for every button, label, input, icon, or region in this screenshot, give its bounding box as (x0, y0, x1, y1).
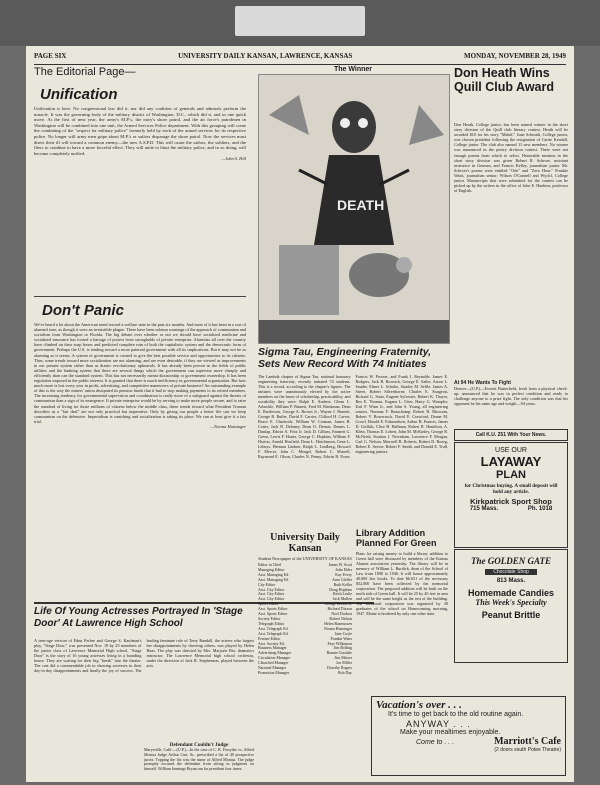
library-body: Plans for raising money to build a library addition to Green hall were discussed by members of the Kansas Alumni association yesterday. The library will be in memory of William L. Burdick, dean of the School of Law from 1898 to 1946. It will house approximately 40,000 law books. To date $6,651 of the necessary $32,000 have been collected by the memorial corporation. The proposed addition will be built on the north side of Green hall. It will be 25 by 40 feet in area and will be the same height as the rest of the building. The memorial corporation was organized by 30 graduates of the school on Homecoming morning, 1947. Maine is bordered by only one other state. (356, 551, 448, 616)
marriott-line5: Come to . . . (416, 739, 455, 746)
stage-door-body: A teen-age version of Edna Ferber and George S. Kaufman's play, "Stage Door," was presented Nov. 19 by 25 members of the junior class of Lawrence Memorial High school. "Stage Door" is the story of 16 young actresses living in a boarding house. They are waiting for their big "break" into the theater. The cast did a commendable job in showing actresses in their day-to-day disappointments and finally the joy of success. The leading feminine role of Terry Randall, the actress who forgets her disappointments by cheering others, was played by Helen Haas. The play was directed by Mrs. Marjorie Bix, dramatics instructor. The Lawrence Memorial high school orchestra, under the direction of Jack R. Stephenson, played between the acts. (34, 638, 254, 673)
staff-role: Asst. Telegraph Ed. (258, 626, 289, 631)
staff-person: Joe Miller (336, 661, 352, 666)
call-ad: Call K.U. 251 With Your News. (454, 429, 568, 441)
staff-role: Asst. Telegraph Ed. (258, 631, 289, 636)
unification-title: Unification (40, 86, 118, 103)
defendant-article (144, 742, 254, 780)
layaway-store: Kirkpatrick Sport Shop (470, 497, 552, 507)
staff-role: National Manager (258, 666, 287, 671)
cartoon-title: The Winner (333, 66, 373, 73)
paper-name: UNIVERSITY DAILY KANSAN, LAWRENCE, KANSAS (178, 52, 353, 60)
marriott-line4: Make your mealtimes enjoyable. (400, 729, 501, 736)
staff-role: Asst. Managing Ed. (258, 577, 289, 582)
golden-gate-ad (454, 549, 568, 663)
fight-article (454, 380, 568, 426)
staff-person: Ruth Keller (333, 582, 352, 587)
layaway-ad (454, 442, 568, 548)
masthead-name: University Daily Kansan (270, 532, 340, 554)
dont-panic-title: Don't Panic (42, 302, 124, 319)
marriott-line2: It's time to get back to the old routine again. (388, 711, 524, 718)
dont-panic-body: We've heard a lot about the American trend toward a welfare state in the past six months. And most of it has been in a sort of alarmed tone, as though it were an irresistible plague. There have been solemn warnings of the approach of communism and socialism from Washington to Florida. The big debate over whether or not we should have socialized medicine and socialized insurance has loosed a barrage of protest from strongholds of private enterprise. Alarmists all over the country have climbed on their soap boxes and predicted complete ruin of both the capitalistic system and the democratic form of government. Perhaps the U.S. is tending toward a more paternal government with all its implications. But it may not be as alarming as it seems. A system of government is created to give the best possible service and opportunities to its citizens. Thus, some trends toward more socialization are not alarming, and are even desirable, if they are viewed as improvements in our present system rather than as drastic revolutionary upheavals. It has already been proven in the fields of public utilities and the banking system that there are several things which the government can supervise more cheaply and efficiently than can the standard system. This has not necessarily meant dictatorship or government ownership. It has been regulation imposed in the public interest. It is granted that there is much inefficiency in governmental organization. But how much more is lost every year in profit, advertising, and competitive maneuvers of private business? An outstanding example of this is the way the miners' union dissipated its pension funds that it had to stop making payments to its retired members. The increasing tendency for governmental supervision and coordination is really more of a safeguard against the threats of communism than a sign of its emergence. If private enterprise would be by serving to make more people secure, and to raise the standard of living for those millions of citizens below the middle class, these trends toward what President Truman describes as a "fair deal" are not only practical but imperative. Only by giving our people a better life can we keep communism on the defensive. Imperialism is vanishing and socialization is taking its place. We can at least give it a fair trial. (34, 322, 246, 424)
staff-person: Dorothy Rogers (327, 666, 352, 671)
unification-body: Unification is here. No congressional law did it, nor did any coalition of generals and admirals perform the miracle. It was the governing body of the military district of Washington, D.C., which did it, and in one quick move. At the first of next year, the army's M.P.'s, the navy's shore patrol, and the air force's patrolmen in Washington will be combined into one unit, the Armed Services Police department. With this grouping will come the combining of the "respect for military police" formerly held by each of the armed services for its respective police. No longer will army men gripe about M.P.'s or sailors disparage the shore patrol. Now the services must direct their ill will toward a common enemy—the new A.S.P.D. This will cause the sailors, the soldiers, and the fliers to combine to have a more forceful effect. They will unite to blast the military police, and in so doing, will become completely unified. (34, 106, 246, 156)
layaway-phone: Ph. 1018 (527, 506, 553, 513)
marriott-line3: ANYWAY . . . (406, 719, 471, 729)
layaway-line2: LAYAWAY (480, 454, 542, 469)
staff-role: Business Manager (258, 646, 287, 651)
divider (34, 296, 246, 297)
staff-role: Asst. Society Ed. (258, 641, 285, 646)
staff-role: Feature Editor (258, 636, 281, 641)
cartoon-label: DEATH (337, 197, 385, 213)
stage-door-title: Life Of Young Actresses Portrayed In 'Stage Door' At Lawrence High School (34, 606, 243, 629)
staff-role: Classified Manager (258, 661, 289, 666)
staff-role: Advertising Manager (258, 651, 292, 656)
staff-role: Telegraph Editor (258, 621, 285, 626)
staff-list (258, 563, 352, 676)
staff-person: Bob Day (338, 670, 352, 675)
cartoon-drawing (259, 75, 449, 343)
staff-person: Jane Coyle (334, 631, 352, 636)
library-article (356, 528, 448, 696)
staff-role: Sports Editor (258, 602, 279, 607)
editorial-page-title: The Editorial Page— (34, 66, 136, 78)
staff-role: Editor in Chief (258, 563, 282, 567)
library-title: Library Addition Planned For Green (356, 528, 437, 548)
golden-gate-chocolate: Chocolate Shop (485, 569, 537, 575)
staff-role: Asst. Sports Editor (258, 607, 288, 612)
golden-gate-specialty: Peanut Brittle (481, 610, 541, 620)
newspaper-page (26, 46, 574, 782)
golden-gate-homemade: Homemade Candies (467, 588, 555, 598)
masthead-desc: Student Newspaper of the UNIVERSITY OF KANSAS (258, 556, 352, 561)
marriott-ad (371, 696, 566, 776)
unification-byline: —John S. Hill (221, 156, 246, 162)
marriott-name: Marriott's Cafe (494, 736, 561, 747)
staff-role: Asst. City Editor (258, 597, 285, 602)
don-heath-headline (454, 66, 568, 122)
layaway-address: 715 Mass. (469, 506, 499, 513)
staff-person: Jack Mullen (332, 597, 352, 602)
staff-role: Asst. Managing Ed. (258, 572, 289, 577)
defendant-body: Marysville, Calif.—(U.P.)—In the case of C. B. Forsythe vs. Alfred Montsa Judge Arthur Cutt, Sr., prescribed a list of 40 prospective jurors. Topping the list was the name of Alfred Montsa. The judge promptly excused the defendant from sitting in judgment on himself. William Jennings Bryan ran for president four times. (144, 747, 254, 772)
staff-person: Frankie Watts (330, 636, 352, 641)
staff-role: City Editor (258, 582, 276, 587)
staff-role: Asst. City Editor (258, 592, 285, 597)
marriott-line1: Vacation's over . . . (376, 699, 462, 711)
staff-person: Bonnie Goodale (326, 651, 352, 656)
dont-panic-byline: —Norma Hunsinger (210, 423, 246, 429)
staff-person: Doug Hopkins (329, 587, 352, 592)
sigma-tau-title: Sigma Tau, Engineering Fraternity, Sets New Record With 74 Initiates (258, 346, 432, 370)
layaway-line4: for Christmas buying. A small deposit will hold any article. (464, 483, 558, 496)
don-heath-title: Don Heath Wins Quill Club Award (454, 66, 555, 94)
staff-person: Helen Rasmussen (324, 621, 352, 626)
staff-person: Arno Gfeller (332, 577, 352, 582)
unification-article (34, 80, 246, 294)
staff-person: Richard Dixson (327, 607, 352, 612)
staff-row (258, 671, 352, 676)
sigma-tau-body: The Lambda chapter of Sigma Tau, national honorary engineering fraternity, recently initiated 74 students. This is a record, according to the chapter's figures. The initiates were unanimously elected by the active members on the bases of scholarship, practicability, and sociability they were: Ralph E. Andrew, Glenn L. Arbuckle, William P. Barnett, Fred M. Brinkman, Dean E. Broderson, George A. Brown Jr., Wayne J. Burnett, George R. Butler, David F. Carrier, Clifford H. Carver, Bruce E. Chadwick, William W. Corman, James B. Cotter, Jack R. Delaney, Dean O. Dennis, Dennis L. Dunlap, Edwin A. Fritz Jr. Jack D. Gillum, Emmett G. Green, Lewis F. Hanes, George C. Hopkins, William F. Horton, Arnold Hosfield, Dean L. Hutchinson, Gene L. Lebuys, Herman Lindner, Ralph L. Lindberg, Howard F. Mercer, John C. Mengel, Robert C. Murrell, Raymond E. Olson, Charles N. Penny, Edwin B. Powe, Francis W. Prosser, and Frank J. Reynolds. James E. Rodgers, Jack R. Rowsick, George E. Sailer, Aaron L. Sauder, Elmer L. Schultz, Stanley M. Seffle, James A. Street, Robert Silverthorne, Charles E. Sturgeon, Richard G. Stutz, Eugene Sylvester, Robert K. Thayer, Rex E. Thomas, Eugene L. Utter, Harry G. Wampler, Earl F. Winn Jr., and John S. Young, all engineering seniors. Norman F. Beauchamp, Robert B. Bloxsom, Robert V. Bowersock, David E. Crawford, Deane M. Crowl, Harold E. Edmondson, Arthur B. Francis, James D. Griffith, Clive B. Hallman, Robert R. Hamilton, A. Klein, Thomas E. Lobert, John M. McKinley, George R. McNeish, Stratton J. Newnham, Lawrence F. Morgan, Carl G. Nelson, Maxwell B. Roberts, Robert D. Rozeg, Robert E. Seever, Robert F. Smith, and Donald E. Trull, engineering juniors. (258, 374, 448, 459)
staff-person: Robert Nelson (329, 616, 352, 621)
marriott-address: (2 doors south Potee Theatre) (494, 747, 561, 753)
staff-role: Circulation Manager (258, 656, 291, 661)
golden-gate-week: This Week's Specialty (475, 598, 547, 607)
masthead (258, 532, 352, 772)
page-header (34, 52, 566, 65)
staff-person: Faye Wilkinson (327, 641, 352, 646)
staff-person: Norma Hunsinger (324, 626, 352, 631)
scan-card (235, 6, 365, 36)
staff-role: Promotion Manager (258, 670, 290, 675)
staff-person: Jim Meiser (334, 656, 352, 661)
scanner-top-strip (0, 0, 600, 46)
stage-door-headline (34, 606, 254, 636)
staff-person: Kay Every (335, 572, 352, 577)
editorial-cartoon (258, 74, 450, 344)
staff-person: George Brown Jr. (324, 602, 352, 607)
golden-gate-address: 813 Mass. (496, 578, 526, 584)
issue-date: MONDAY, NOVEMBER 28, 1949 (464, 52, 566, 60)
staff-person: Jim Bolling (333, 646, 352, 651)
staff-role: Asst. City Editor (258, 587, 285, 592)
staff-person: Noel Dodson (331, 612, 352, 617)
layaway-line1: USE OUR (495, 447, 527, 454)
staff-person: John Elder (335, 567, 352, 572)
golden-gate-name: The GOLDEN GATE (470, 556, 551, 566)
page-number: PAGE SIX (34, 52, 67, 60)
defendant-title: Defendant Couldn't Judge (169, 742, 229, 748)
staff-person: James W. Scott (328, 563, 352, 567)
don-heath-body: Don Heath, College junior, has been named winner in the short story division of the Quill club literary contest. Heath will be awarded $10 for his story "Mabel." June Schmidt, College junior, was chosen president following the resignation of Carrie Kendall, College junior. The club also named 11 new members. No winner was announced in the poetry division contest. There were not enough poems from which to select. Honorable mention in the short story division was given Robert R. Schroer, assistant instructor in German, and Francis Kelley, journalism junior. Mr. Schroer's poems were entitled "Ode" and "Zero Hour." Frankie Watts, journalism senior; Wilson O'Connell and Wyclif, College junior. Manuscripts that were submitted for the contest can be picked up by the writers in the office of John E. Hankins, professor of English. (454, 122, 568, 194)
fight-body: Denver—(U.P.)—Everett Butterfield, fresh from a physical check-up, announced that he was in perfect condition and ready to challenge anyone to a prize fight. The only condition was that his opponent be his same age and weight—94 years. (454, 386, 568, 406)
staff-person: Keith Leslie (332, 592, 352, 597)
staff-role: Managing Editor (258, 567, 285, 572)
death-skull (332, 101, 376, 153)
staff-role: Society Editor (258, 616, 281, 621)
layaway-line3: PLAN (496, 469, 526, 481)
staff-role: Asst. Sports Editor (258, 612, 288, 617)
dont-panic-article (34, 298, 246, 600)
fight-title: At 94 He Wants To Fight (454, 380, 511, 386)
